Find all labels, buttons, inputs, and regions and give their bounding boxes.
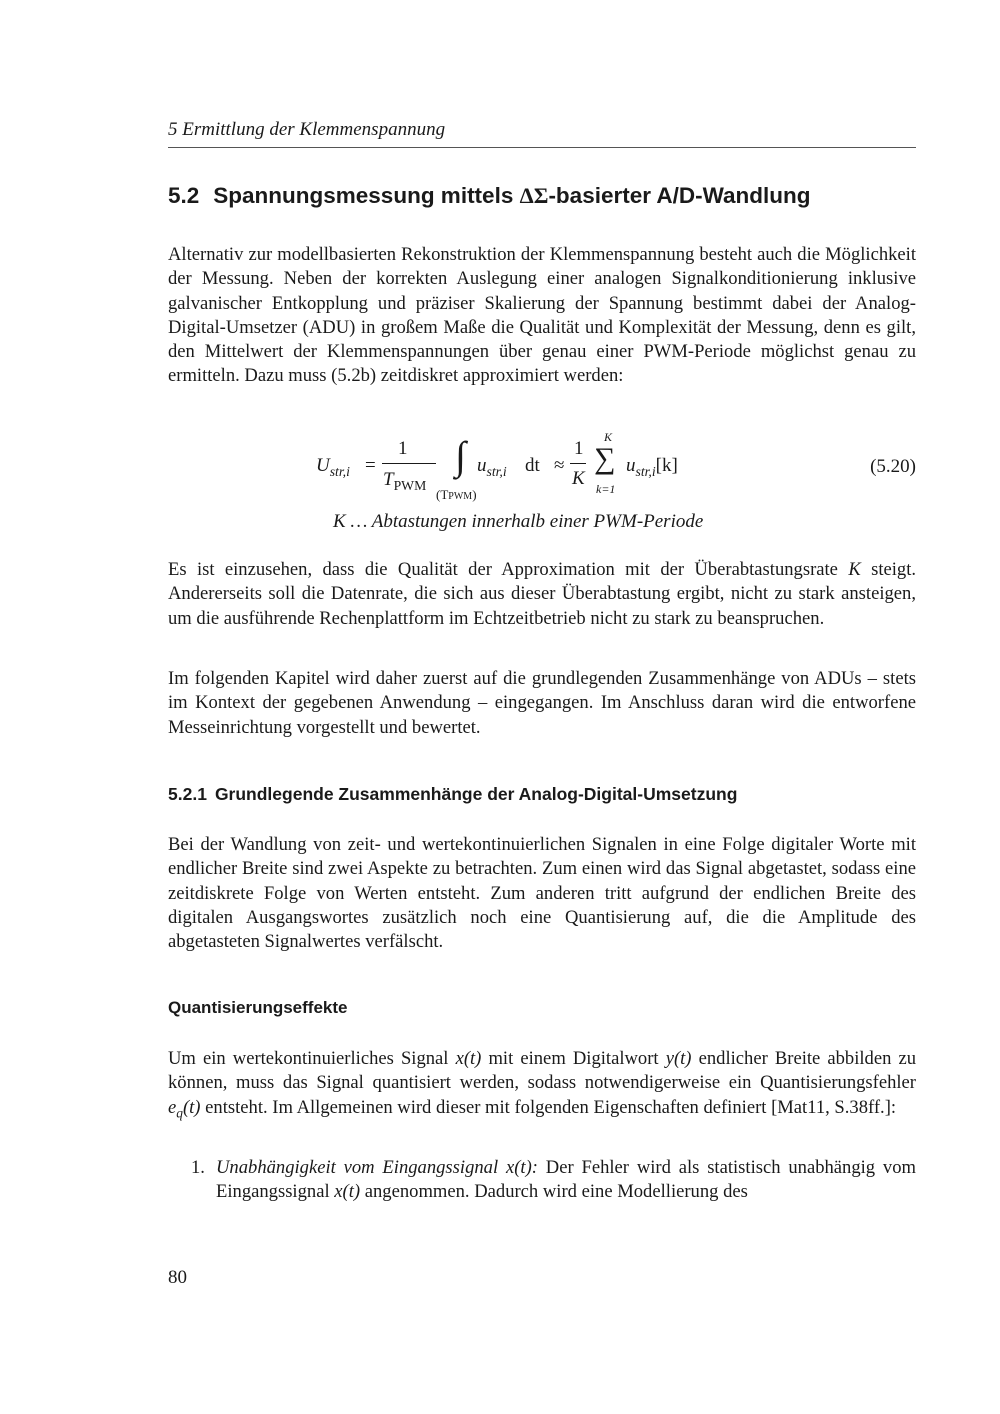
- delta-sigma-symbol: ΔΣ: [519, 183, 549, 208]
- list-marker: 1.: [191, 1157, 205, 1178]
- paragraph-heading: Quantisierungseffekte: [168, 998, 348, 1017]
- list-item: [191, 1156, 916, 1205]
- section-title: [168, 181, 928, 211]
- eq-summand: $u_{str,i}[k]$: [626, 455, 678, 479]
- eq-sum-lower: k=1: [596, 482, 616, 496]
- section-number: 5.2: [168, 183, 200, 208]
- paragraph-quantization: Um ein wertekontinuierliches Signal x(t) mit einem Digitalwort y(t) endlicher Breite abbilden zu können, muss das Signal quantisiert werden, sodass notwendigerweise ein Quantisierungsfehler $e_q(t)$ entsteht. Im Allgemeinen wird dieser mit folgenden Eigenschaften definiert [Mat11, S.38ff.]:: [168, 1048, 917, 1121]
- equation-number: (5.20): [870, 456, 916, 477]
- eq-integrand: $u_{str,i}$: [477, 455, 507, 479]
- paragraph-chapter-overview: Im folgenden Kapitel wird daher zuerst auf die grundlegenden Zusammenhänge von ADUs – stets im Kontext der gegebenen Anwendung – eingegangen. Im Anschluss daran wird die entworfene Messeinrichtung vorgestellt und bewertet.: [168, 668, 916, 738]
- running-header: 5 Ermittlung der Klemmenspannung: [168, 118, 916, 148]
- eq-sum-upper: K: [604, 430, 613, 444]
- eq-frac2-denominator: K: [572, 468, 585, 489]
- eq-lhs: $U_{str,i}$: [316, 455, 350, 479]
- sum-sign: ∑: [594, 442, 616, 475]
- subsection-title: [168, 782, 737, 806]
- integral-sign: ∫: [455, 433, 466, 478]
- section-title-suffix: -basierter A/D-Wandlung: [548, 183, 811, 208]
- eq-frac1-denominator: $T_{PWM}$: [383, 469, 427, 493]
- paragraph-oversampling: Es ist einzusehen, dass die Qualität der Approximation mit der Überabtastungsrate K steigt. Andererseits soll die Datenrate, die sich aus dieser Überabtastung ergibt, nicht zu stark ansteigen, um die ausführende Rechenplattform im Echtzeitbetrieb nicht zu stark zu beanspruchen.: [168, 559, 917, 629]
- paragraph-conversion: Bei der Wandlung von zeit- und wertekontinuierlichen Signalen in eine Folge digitaler Worte mit endlicher Breite sind zwei Aspekte zu betrachten. Zum einen wird das Signal abgetastet, sodass eine zeitdiskrete Folge von Werten entsteht. Zum anderen tritt aufgrund der endlichen Breite des digitalen Ausgangswortes zusätzlich noch eine Quantisierung auf, die die Amplitude des abgetasteten Signalwertes verfälscht.: [168, 834, 916, 953]
- eq-frac1-line: [382, 463, 436, 464]
- equation-note: K … Abtastungen innerhalb einer PWM-Periode: [333, 511, 704, 532]
- equation-5-20: [168, 430, 916, 510]
- section-title-text: Spannungsmessung mittels: [213, 183, 514, 208]
- subsection-number: 5.2.1: [168, 784, 207, 804]
- eq-equals: =: [365, 455, 376, 476]
- intro-paragraph: Alternativ zur modellbasierten Rekonstruktion der Klemmenspannung besteht auch die Möglichkeit der Messung. Neben der korrekten Auslegung einer analogen Signalkonditionierung inklusive galvanischer Entkopplung und präziser Skalierung der Spannung bestimmt dabei der Analog-Digital-Umsetzer (ADU) in großem Maße die Qualität und Komplexität der Messung, denn es gilt, den Mittelwert der Klemmenspannungen über genau einer PWM-Periode möglichst genau zu ermitteln. Dazu muss (5.2b) zeitdiskret approximiert werden:: [168, 244, 916, 387]
- eq-frac2-line: [570, 463, 586, 464]
- list-item-text: Unabhängigkeit vom Eingangssignal x(t): Der Fehler wird als statistisch unabhängig vom Eingangssignal x(t) angenommen. Dadurch wird eine Modellierung des: [216, 1157, 916, 1203]
- page-number: 80: [168, 1267, 187, 1288]
- eq-integral-range: (TPWM): [436, 487, 477, 502]
- subsection-title-text: Grundlegende Zusammenhänge der Analog-Digital-Umsetzung: [214, 784, 738, 804]
- eq-approx: ≈: [554, 455, 565, 476]
- eq-frac2-numerator: 1: [574, 438, 584, 459]
- eq-differential: dt: [525, 455, 540, 476]
- eq-frac1-numerator: 1: [398, 438, 408, 459]
